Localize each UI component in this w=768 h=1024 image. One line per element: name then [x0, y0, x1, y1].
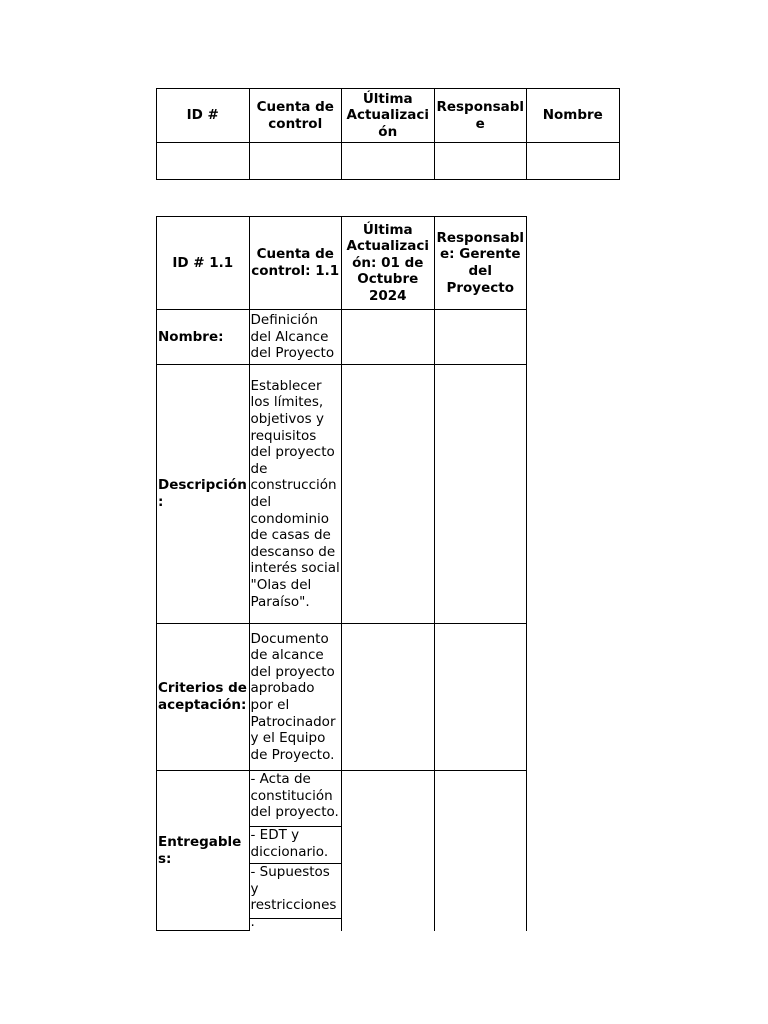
header-id: ID #	[157, 89, 250, 143]
detail-header-cuenta: Cuenta de control: 1.1	[249, 217, 342, 310]
empty-cell	[342, 310, 435, 365]
empty-cell	[434, 143, 527, 180]
detail-header-id: ID # 1.1	[157, 217, 250, 310]
empty-cell	[527, 143, 620, 180]
detail-header-responsable: Responsable: Gerente del Proyecto	[434, 217, 527, 310]
criterios-value: Documento de alcance del proyecto aprobado por el Patrocinador y el Equipo de Proyecto.	[249, 624, 342, 771]
descripcion-value: Establecer los límites, objetivos y requisitos del proyecto de construcción del condominio de casas de descanso de interés social "Olas del Paraíso".	[249, 365, 342, 624]
empty-cell	[434, 624, 527, 771]
detail-table	[156, 216, 527, 931]
empty-cell	[342, 624, 435, 771]
nombre-label: Nombre:	[157, 310, 250, 365]
entregables-label: Entregables:	[157, 771, 250, 931]
empty-cell	[342, 365, 435, 624]
detail-header-ultima: Última Actualización: 01 de Octubre 2024	[342, 217, 435, 310]
empty-cell	[342, 771, 435, 931]
empty-cell	[249, 143, 342, 180]
entregable-item: - Supuestos y restricciones.	[249, 864, 343, 919]
header-nombre: Nombre	[527, 89, 620, 143]
empty-cell	[342, 143, 435, 180]
header-ultima: Última Actualización	[342, 89, 435, 143]
empty-cell	[434, 771, 527, 931]
entregables-list	[249, 771, 342, 931]
header-responsable: Responsable	[434, 89, 527, 143]
empty-cell	[434, 365, 527, 624]
descripcion-label: Descripción:	[157, 365, 250, 624]
header-cuenta: Cuenta de control	[249, 89, 342, 143]
empty-cell	[434, 310, 527, 365]
summary-table	[156, 88, 620, 180]
criterios-label: Criterios de aceptación:	[157, 624, 250, 771]
entregable-item: - Acta de constitución del proyecto.	[249, 771, 343, 827]
entregable-item: - EDT y diccionario.	[249, 827, 343, 864]
nombre-value: Definición del Alcance del Proyecto	[249, 310, 342, 365]
empty-cell	[157, 143, 250, 180]
